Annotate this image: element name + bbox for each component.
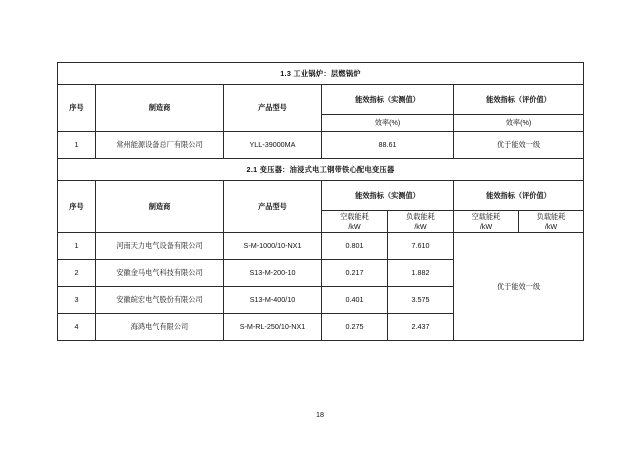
header-no-load-measured bbox=[322, 211, 388, 233]
cell-manufacturer: 安徽皖宏电气股份有限公司 bbox=[96, 287, 224, 314]
header-load-measured-line1: 负载能耗 bbox=[406, 211, 435, 221]
header-measured-efficiency: 效率(%) bbox=[322, 115, 454, 132]
cell-model: S-M-RL-250/10-NX1 bbox=[224, 314, 322, 341]
header-load-evaluated bbox=[519, 211, 584, 233]
header-no-load-evaluated-line2: /kW bbox=[479, 221, 493, 231]
cell-index: 3 bbox=[58, 287, 96, 314]
header-load-evaluated-line2: /kW bbox=[544, 221, 558, 231]
cell-model: S-M-1000/10-NX1 bbox=[224, 233, 322, 260]
cell-load: 1.882 bbox=[388, 260, 454, 287]
header-load-measured-line2: /kW bbox=[414, 221, 427, 231]
header-index-2: 序号 bbox=[58, 181, 96, 233]
header-manufacturer-2: 制造商 bbox=[96, 181, 224, 233]
cell-manufacturer: 常州能源设备总厂有限公司 bbox=[96, 132, 224, 159]
cell-model: S13-M-200-10 bbox=[224, 260, 322, 287]
header-no-load-evaluated bbox=[454, 211, 519, 233]
page-number: 18 bbox=[316, 410, 324, 419]
header-model: 产品型号 bbox=[224, 85, 322, 132]
cell-manufacturer: 安徽金马电气科技有限公司 bbox=[96, 260, 224, 287]
cell-index: 2 bbox=[58, 260, 96, 287]
cell-load: 2.437 bbox=[388, 314, 454, 341]
header-model-2: 产品型号 bbox=[224, 181, 322, 233]
section-2-title: 2.1 变压器：油浸式电工钢带铁心配电变压器 bbox=[58, 159, 584, 181]
cell-evaluated-merged: 优于能效一级 bbox=[454, 233, 584, 341]
cell-no-load: 0.801 bbox=[322, 233, 388, 260]
cell-manufacturer: 河南天力电气设备有限公司 bbox=[96, 233, 224, 260]
cell-load: 3.575 bbox=[388, 287, 454, 314]
header-load-measured bbox=[388, 211, 454, 233]
cell-evaluated-value: 优于能效一级 bbox=[454, 132, 584, 159]
table-row bbox=[58, 233, 584, 260]
header-measured-group: 能效指标（实测值） bbox=[322, 85, 454, 115]
cell-manufacturer: 海鸿电气有限公司 bbox=[96, 314, 224, 341]
header-measured-group-2: 能效指标（实测值） bbox=[322, 181, 454, 211]
section-2-header-row bbox=[58, 181, 584, 211]
cell-measured-value: 88.61 bbox=[322, 132, 454, 159]
header-manufacturer: 制造商 bbox=[96, 85, 224, 132]
cell-no-load: 0.275 bbox=[322, 314, 388, 341]
section-1-header-row bbox=[58, 85, 584, 115]
header-no-load-measured-line1: 空载能耗 bbox=[340, 211, 369, 221]
cell-load: 7.610 bbox=[388, 233, 454, 260]
header-no-load-evaluated-line1: 空载能耗 bbox=[471, 211, 501, 221]
cell-index: 1 bbox=[58, 233, 96, 260]
cell-model: S13-M-400/10 bbox=[224, 287, 322, 314]
header-evaluated-group: 能效指标（评价值） bbox=[454, 85, 584, 115]
header-no-load-measured-line2: /kW bbox=[348, 221, 361, 231]
header-evaluated-efficiency: 效率(%) bbox=[454, 115, 584, 132]
cell-model: YLL-39000MA bbox=[224, 132, 322, 159]
header-evaluated-group-2: 能效指标（评价值） bbox=[454, 181, 584, 211]
cell-index: 1 bbox=[58, 132, 96, 159]
header-load-evaluated-line1: 负载能耗 bbox=[536, 211, 566, 221]
section-1-title-row bbox=[58, 63, 584, 85]
energy-efficiency-table bbox=[57, 62, 584, 341]
section-1-title: 1.3 工业锅炉：层燃锅炉 bbox=[58, 63, 584, 85]
cell-index: 4 bbox=[58, 314, 96, 341]
section-2-title-row bbox=[58, 159, 584, 181]
cell-no-load: 0.401 bbox=[322, 287, 388, 314]
header-index: 序号 bbox=[58, 85, 96, 132]
table-row bbox=[58, 132, 584, 159]
cell-no-load: 0.217 bbox=[322, 260, 388, 287]
